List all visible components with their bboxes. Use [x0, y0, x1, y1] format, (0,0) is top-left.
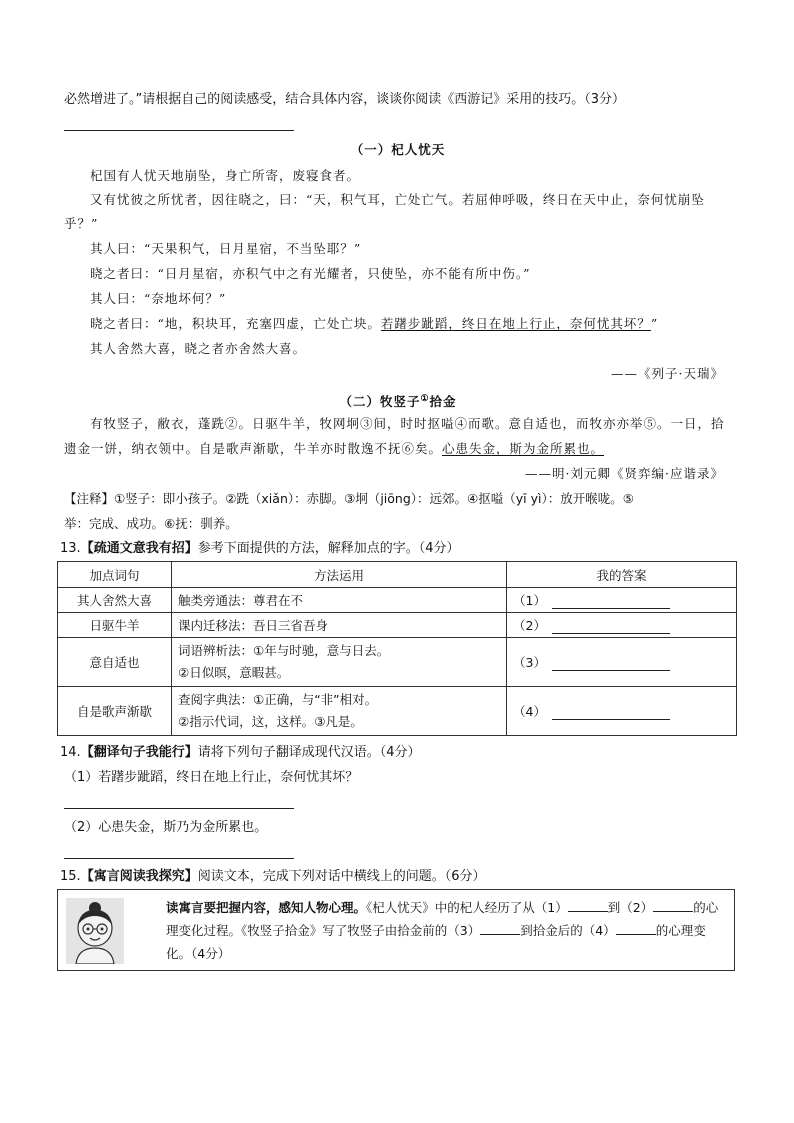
row-word: 其人舍然大喜	[58, 588, 172, 613]
text1-p4: 晓之者曰：“日月星宿，亦积气中之有光耀者，只使坠，亦不能有所中伤。”	[90, 266, 531, 281]
table-header-row	[58, 562, 737, 588]
blank-2[interactable]	[653, 899, 693, 912]
text1-p6-a: 晓之者曰：“地，积块耳，充塞四虚，亡处亡块。	[90, 316, 381, 331]
q15-number: 15.	[60, 869, 81, 884]
row-answer[interactable]	[507, 613, 737, 638]
table-row	[58, 687, 737, 736]
text1-title: （一）杞人忧天	[350, 142, 446, 157]
method-line-2: ②日似暝，意暇甚。	[178, 665, 290, 680]
q14-sentence-1: （1）若躇步跐蹈，终日在地上行止，奈何忧其坏？	[64, 770, 359, 785]
text2-title-a: （二）牧竖子	[339, 394, 421, 410]
answer-label: （1）	[513, 593, 546, 608]
header-word: 加点词句	[58, 562, 172, 588]
intro-line: 必然增进了。”请根据自己的阅读感受，结合具体内容，谈谈你阅读《西游记》采用的技巧。（3分）	[64, 92, 626, 107]
row-word: 日驱牛羊	[58, 613, 172, 638]
q13-instruction: 参考下面提供的方法，解释加点的字。（4分）	[197, 541, 460, 556]
answer-line-q14-1[interactable]	[64, 808, 294, 809]
row-answer[interactable]	[507, 638, 737, 687]
text1-p1: 杞国有人忧天地崩坠，身亡所寄，废寝食者。	[90, 168, 361, 183]
table-row	[58, 588, 737, 613]
q15-instruction: 阅读文本，完成下列对话中横线上的问题。（6分）	[197, 869, 486, 884]
text1-p6	[64, 314, 732, 334]
answer-line-intro[interactable]	[64, 130, 294, 131]
header-method: 方法运用	[172, 562, 507, 588]
text2-p1-underlined: 心患失金，斯为金所累也。	[442, 441, 605, 456]
q15-body-5: 的心理变化。（4分）	[166, 923, 706, 961]
answer-label: （3）	[513, 655, 546, 670]
header-answer: 我的答案	[507, 562, 737, 588]
q15-stem	[60, 867, 732, 887]
q15-dialogue-box	[57, 889, 735, 971]
text1-source: ——《列子·天瑞》	[611, 366, 724, 381]
row-method	[172, 687, 507, 736]
text1-p2a: 又有忧彼之所忧者，因往晓之，曰：“天，积气耳，亡处亡气。若屈伸呼吸，终日在天中止，奈何忧崩坠	[90, 192, 705, 207]
q13-method-table	[57, 561, 737, 736]
answer-blank[interactable]	[552, 621, 670, 634]
method-line-1: 词语辨析法：①年与时驰，意与日去。	[178, 643, 390, 658]
answer-label: （4）	[513, 704, 546, 719]
text1-p3: 其人曰：“天果积气，日月星宿，不当坠耶？”	[90, 241, 362, 256]
text1-p6-underlined: 若躇步跐蹈，终日在地上行止，奈何忧其坏？	[380, 316, 651, 331]
text1-p5: 其人曰：“奈地坏何？”	[90, 291, 227, 306]
q14-tag: 【翻译句子我能行】	[80, 745, 198, 760]
text2-p1b	[64, 439, 732, 459]
q14-instruction: 请将下列句子翻译成现代汉语。（4分）	[197, 745, 421, 760]
blank-4[interactable]	[616, 922, 656, 935]
text2-source: ——明·刘元卿《贤弈编·应谐录》	[525, 466, 724, 481]
row-word: 意自适也	[58, 638, 172, 687]
row-answer[interactable]	[507, 588, 737, 613]
row-method: 课内迁移法：吾日三省吾身	[172, 613, 507, 638]
text2-title	[64, 389, 732, 412]
q13-tag: 【疏通文意我有招】	[80, 541, 198, 556]
row-answer[interactable]	[507, 687, 737, 736]
row-word: 自是歌声渐歇	[58, 687, 172, 736]
text1-p7: 其人舍然大喜，晓之者亦舍然大喜。	[90, 341, 307, 356]
q14-stem	[60, 743, 732, 763]
table-row	[58, 638, 737, 687]
q15-body-4: 到拾金后的（4）	[520, 923, 616, 938]
answer-blank[interactable]	[552, 707, 670, 720]
text2-p1a: 有牧竖子，敝衣，蓬跣②。日驱牛羊，牧网坰③间，时时抠嗌④而歌。意自适也，而牧亦亦举⑤。一日，拾	[90, 416, 725, 431]
blank-1[interactable]	[568, 899, 608, 912]
q15-tag: 【寓言阅读我探究】	[80, 869, 198, 884]
q15-body-2: 到（2）	[607, 900, 654, 915]
text2-title-sup: ①	[420, 394, 430, 404]
girl-avatar-icon	[66, 898, 124, 964]
text2-notes-b: 举：完成、成功。⑥抚：驯养。	[64, 516, 238, 531]
q15-lead: 读寓言要把握内容，感知人物心理。	[166, 900, 367, 915]
answer-blank[interactable]	[552, 596, 670, 609]
text1-p2b: 乎？”	[64, 216, 99, 231]
q15-body-1: 《杞人忧天》中的杞人经历了从（1）	[366, 900, 568, 915]
answer-label: （2）	[513, 618, 546, 633]
table-row	[58, 613, 737, 638]
text2-p1-b: 遗金一饼，纳衣领中。自是歌声渐歇，牛羊亦时散逸不抚⑥矣。	[64, 441, 443, 456]
avatar-drawing	[66, 898, 124, 964]
q15-body-3: 的心理变化过程。《牧竖子拾金》写了牧竖子由拾金前的（3）	[166, 900, 719, 938]
q13-number: 13.	[60, 541, 81, 556]
q15-dialogue-text	[166, 896, 728, 965]
q14-sentence-2: （2）心患失金，斯乃为金所累也。	[64, 820, 268, 835]
answer-blank[interactable]	[552, 658, 670, 671]
text2-title-b: 拾金	[429, 394, 457, 410]
row-method: 触类旁通法：尊君在不	[172, 588, 507, 613]
q13-stem	[60, 539, 732, 559]
blank-3[interactable]	[480, 922, 520, 935]
q14-number: 14.	[60, 745, 81, 760]
text1-p6-c: ”	[650, 316, 659, 331]
method-line-2: ②指示代词，这，这样。③凡是。	[178, 714, 363, 729]
text2-notes-a: 【注释】①竖子：即小孩子。②跣（xiǎn）：赤脚。③坰（jiōng）：远郊。④抠嗌（yī yì）：放开喉咙。⑤	[64, 491, 634, 506]
row-method	[172, 638, 507, 687]
method-line-1: 查阅字典法：①正确，与“非”相对。	[178, 692, 378, 707]
answer-line-q14-2[interactable]	[64, 858, 294, 859]
